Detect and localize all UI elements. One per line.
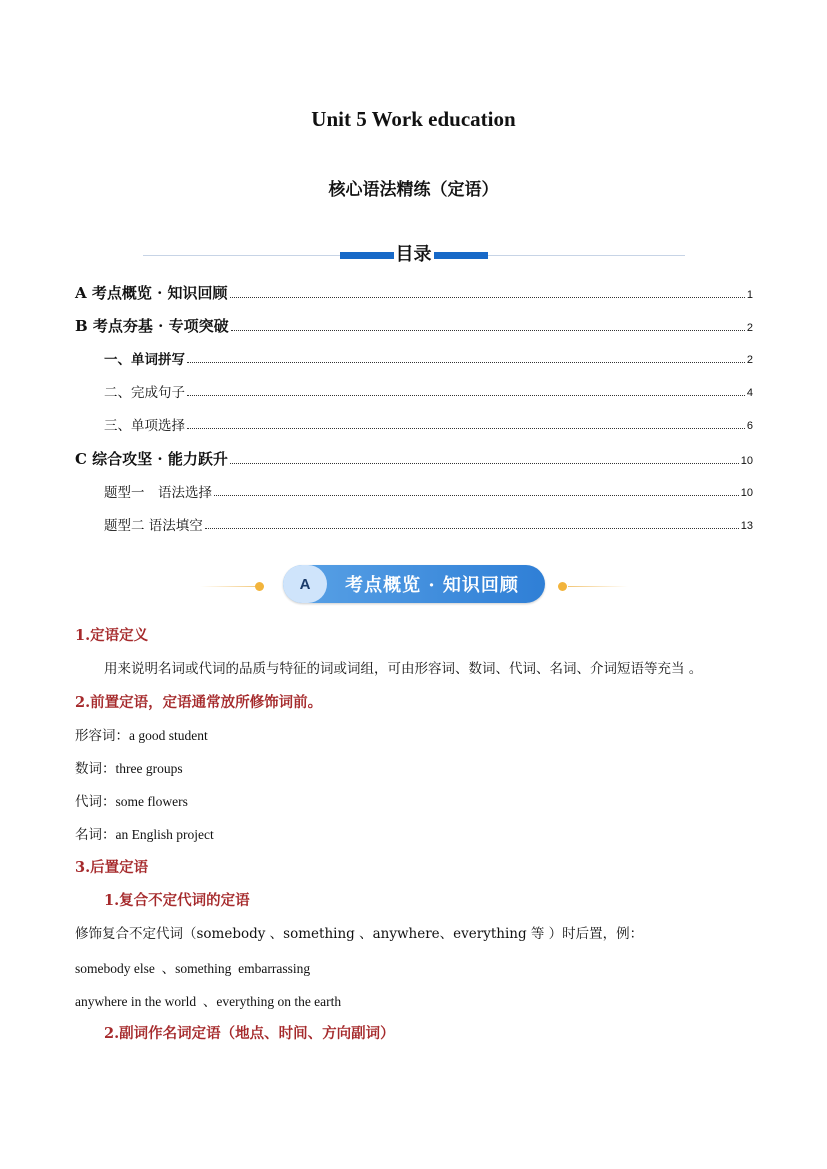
- example-label: 形容词：: [75, 728, 129, 744]
- example-text: an English project: [115, 827, 214, 842]
- toc-entry[interactable]: [75, 283, 753, 303]
- page-subtitle: 核心语法精练（定语）: [328, 180, 499, 200]
- toc-entry[interactable]: [104, 414, 753, 434]
- example-text: three groups: [115, 761, 183, 776]
- toc-leader-dots: [230, 297, 745, 298]
- example-line: anywhere in the world 、everything on the earth: [75, 994, 342, 1009]
- toc-leader-dots: [231, 330, 745, 331]
- toc-entry-label: 题型二 语法填空: [104, 518, 203, 534]
- example-line: somebody else 、something embarrassing: [75, 961, 311, 976]
- toc-heading: 目录: [395, 244, 432, 265]
- toc-entry-page: 2: [746, 354, 753, 366]
- example-line: [75, 823, 214, 843]
- toc-entry[interactable]: [104, 481, 753, 501]
- rule-text: 修饰复合不定代词（somebody 、something 、anywhere、everything 等 ）时后置，例：: [75, 926, 644, 942]
- toc-entry-label: B 考点夯基 · 专项突破: [75, 317, 229, 335]
- banner-line-right: [568, 586, 628, 587]
- toc-entry[interactable]: [75, 316, 753, 336]
- toc-entry-label: 三、单项选择: [104, 418, 185, 434]
- section-heading: 1.定语定义: [75, 627, 149, 644]
- toc-entry-label: A 考点概览 · 知识回顾: [75, 284, 228, 302]
- toc-entry-page: 1: [746, 289, 753, 301]
- toc-entry-label: 题型一 语法选择: [104, 485, 212, 501]
- example-line: [75, 790, 188, 810]
- example-label: 名词：: [75, 827, 116, 843]
- section-banner-title: 考点概览 · 知识回顾: [345, 575, 519, 596]
- toc-entry-label: 一、单词拼写: [104, 352, 185, 368]
- subsection-heading: 2.副词作名词定语（地点、时间、方向副词）: [104, 1025, 395, 1042]
- section-heading: 2.前置定语，定语通常放所修饰词前。: [75, 694, 323, 711]
- example-line: [75, 757, 183, 777]
- toc-entry-page: 2: [746, 322, 753, 334]
- example-line: [75, 724, 208, 744]
- toc-leader-dots: [187, 428, 745, 429]
- subsection-heading: 1.复合不定代词的定语: [104, 892, 250, 909]
- toc-entry-label: 二、完成句子: [104, 385, 185, 401]
- toc-entry[interactable]: [104, 514, 753, 534]
- toc-entry-page: 6: [746, 420, 753, 432]
- example-text: a good student: [129, 728, 208, 743]
- toc-leader-dots: [214, 495, 739, 496]
- toc-entry[interactable]: [104, 348, 753, 368]
- toc-leader-dots: [187, 362, 745, 363]
- example-text: some flowers: [115, 794, 188, 809]
- banner-dot-left: [255, 582, 264, 591]
- toc-entry-page: 10: [740, 455, 753, 467]
- definition-text: 用来说明名词或代词的品质与特征的词或词组，可由形容词、数词、代词、名词、介词短语等充当 。: [104, 661, 703, 677]
- toc-leader-dots: [230, 463, 739, 464]
- banner-dot-right: [558, 582, 567, 591]
- example-label: 数词：: [75, 761, 116, 777]
- toc-entry-page: 4: [746, 387, 753, 399]
- toc-entry-page: 13: [740, 520, 753, 532]
- page-title: Unit 5 Work education: [311, 107, 516, 131]
- toc-leader-dots: [187, 395, 745, 396]
- toc-entry-label: C 综合攻坚 · 能力跃升: [75, 450, 228, 468]
- banner-line-left: [200, 586, 260, 587]
- toc-leader-dots: [205, 528, 739, 529]
- toc-entry[interactable]: [104, 381, 753, 401]
- toc-entry[interactable]: [75, 449, 753, 469]
- section-banner-letter: A: [283, 565, 327, 603]
- toc-entry-page: 10: [740, 487, 753, 499]
- section-heading: 3.后置定语: [75, 859, 149, 876]
- example-label: 代词：: [75, 794, 116, 810]
